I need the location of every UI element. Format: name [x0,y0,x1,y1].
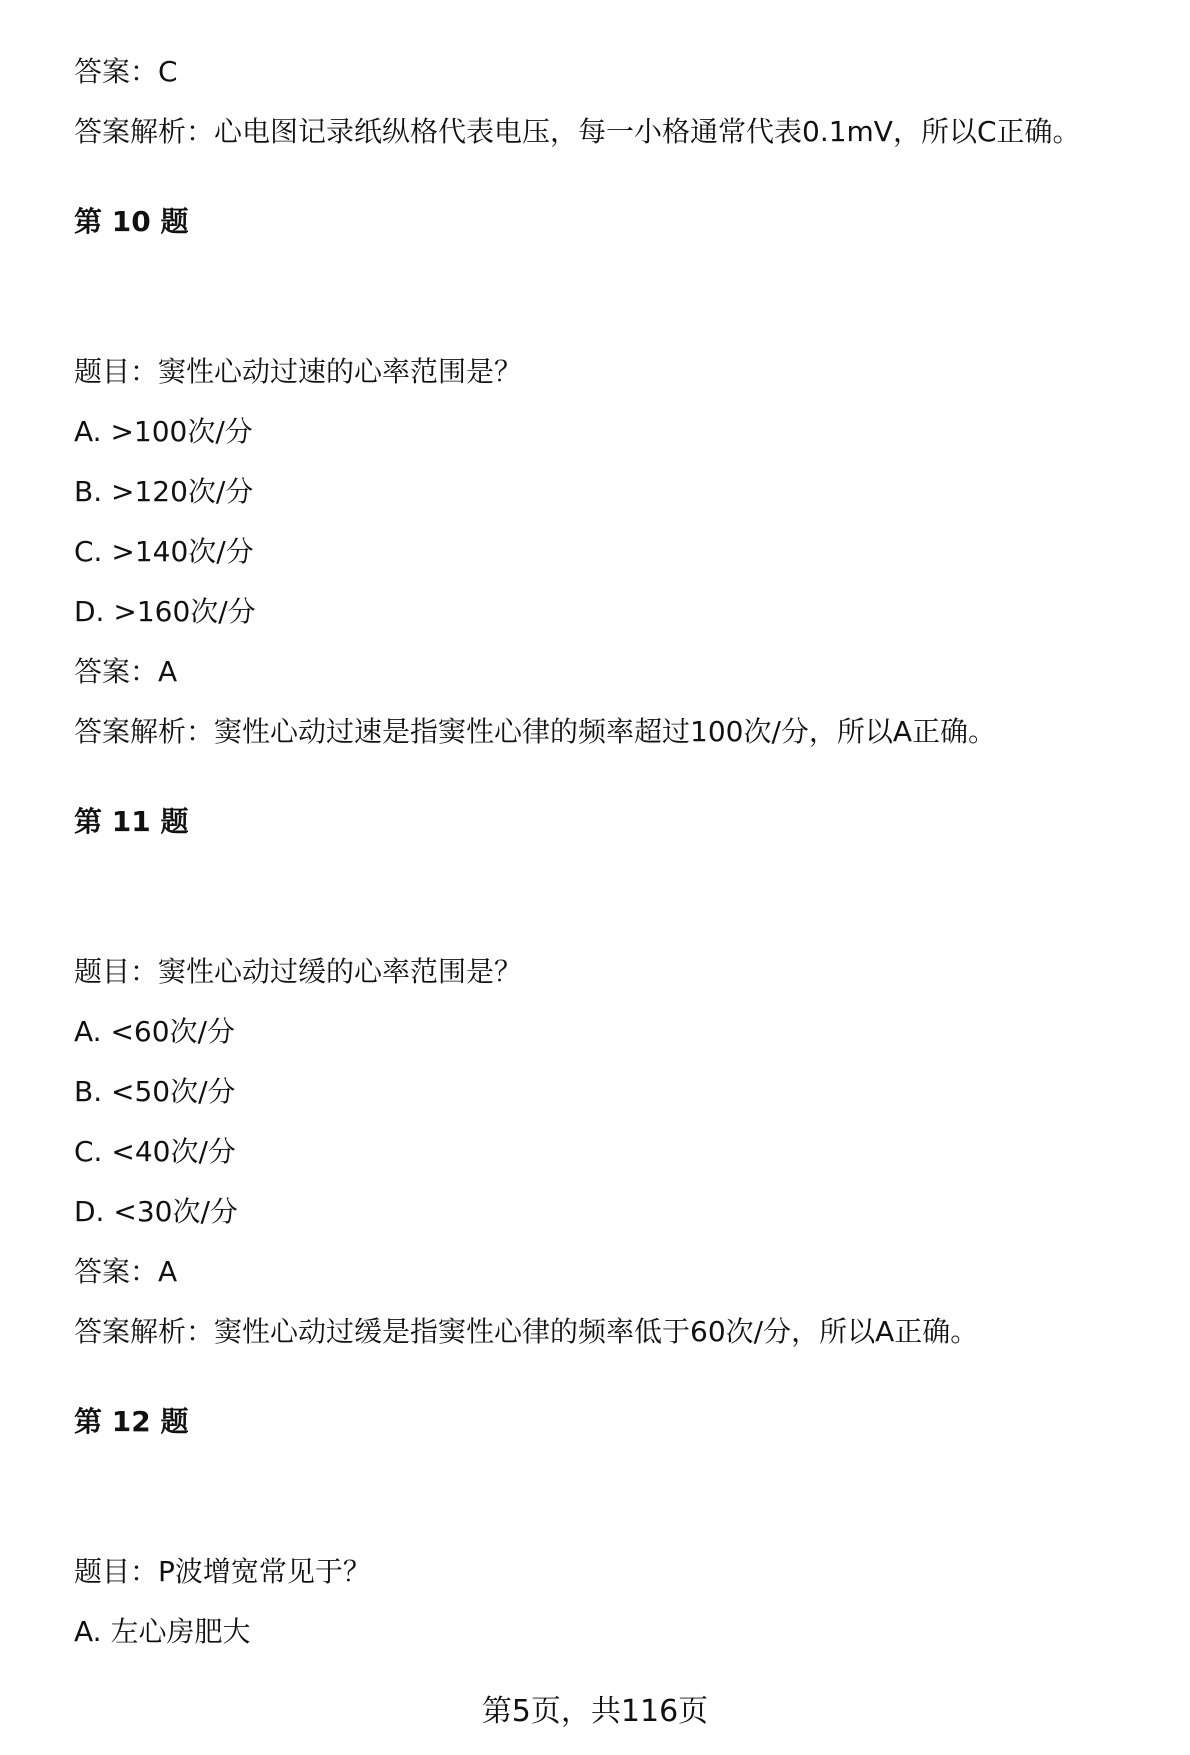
q10-answer: 答案：A [74,655,178,688]
prev-explanation: 答案解析：心电图记录纸纵格代表电压，每一小格通常代表0.1mV，所以C正确。 [74,115,1081,148]
page-footer: 第5页，共116页 [481,1694,709,1729]
q10-option-b: B. >120次/分 [74,475,254,508]
q11-option-b: B. <50次/分 [74,1075,236,1108]
q11-option-c: C. <40次/分 [74,1135,236,1168]
q10-option-c: C. >140次/分 [74,535,254,568]
q10-heading: 第 10 题 [74,205,189,238]
q10-question: 题目：窦性心动过速的心率范围是？ [74,355,523,388]
q10-option-a: A. >100次/分 [74,415,253,448]
q10-option-d: D. >160次/分 [74,595,256,628]
q11-explanation: 答案解析：窦性心动过缓是指窦性心律的频率低于60次/分，所以A正确。 [74,1315,979,1348]
q12-heading: 第 12 题 [74,1405,189,1438]
prev-answer: 答案：C [74,55,178,88]
q12-question: 题目：P波增宽常见于？ [74,1555,371,1588]
q11-heading: 第 11 题 [74,805,189,838]
q11-answer: 答案：A [74,1255,178,1288]
q10-explanation: 答案解析：窦性心动过速是指窦性心律的频率超过100次/分，所以A正确。 [74,715,997,748]
q11-option-d: D. <30次/分 [74,1195,238,1228]
q11-question: 题目：窦性心动过缓的心率范围是？ [74,955,523,988]
q11-option-a: A. <60次/分 [74,1015,235,1048]
q12-option-a: A. 左心房肥大 [74,1615,251,1648]
